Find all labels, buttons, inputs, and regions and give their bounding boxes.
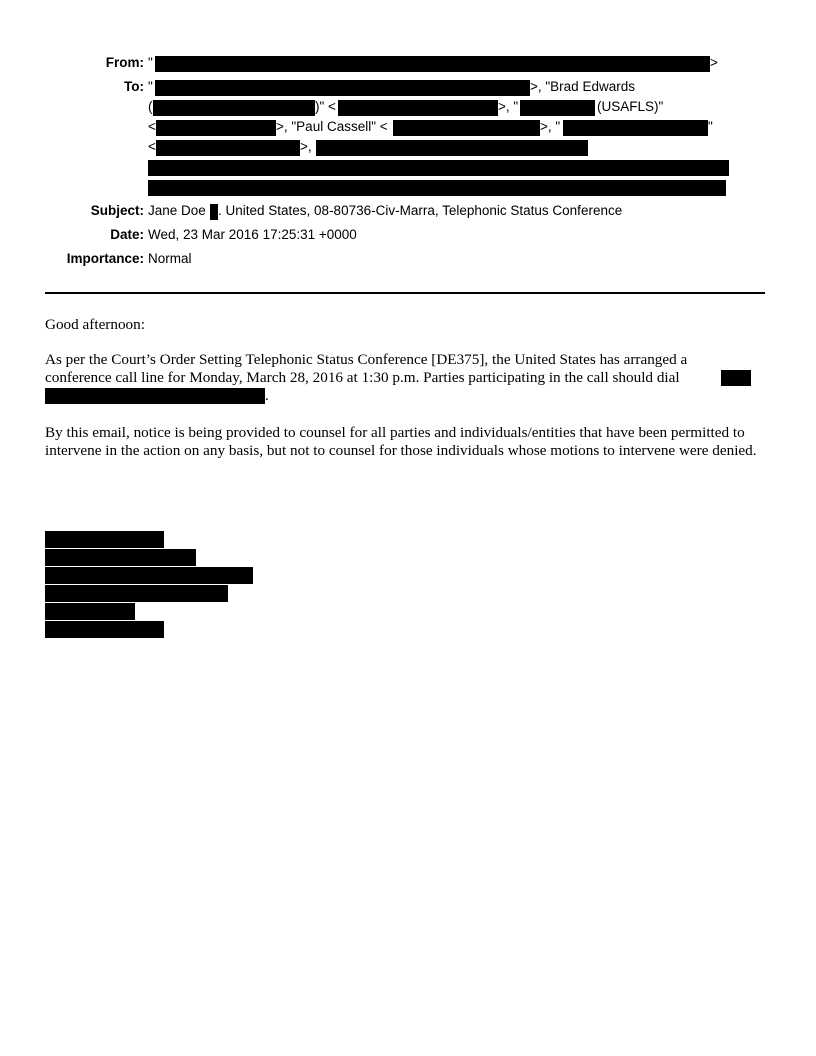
- subject-label: Subject:: [90, 203, 144, 218]
- redaction-to-6: [148, 180, 726, 196]
- to-line2-open: (: [148, 99, 153, 114]
- redaction-dial-b: [45, 388, 265, 404]
- to-label: To:: [124, 79, 144, 94]
- redaction-dial-a: [721, 370, 751, 386]
- redaction-to-2a: [153, 100, 315, 116]
- to-line4-a: >,: [300, 139, 312, 154]
- para1-line2: conference call line for Monday, March 28, 2016 at 1:30 p.m. Parties participating in the call should dial: [45, 369, 680, 386]
- para2: By this email, notice is being provided to counsel for all parties and individuals/entities that have been permitted to intervene in the action on any basis, but not to counsel for those individuals whose motions to intervene were denied.: [45, 424, 757, 459]
- header-separator: [45, 292, 765, 294]
- greeting: Good afternoon:: [45, 316, 145, 333]
- from-open-quote: ": [148, 55, 153, 70]
- redaction-subject: [210, 204, 218, 220]
- redaction-to-2c: [520, 100, 595, 116]
- redaction-to-5: [148, 160, 729, 176]
- date-label: Date:: [110, 227, 144, 242]
- to-line2-b: >, ": [498, 99, 519, 114]
- subject-text-a: Jane Doe: [148, 203, 206, 218]
- from-label: From:: [105, 55, 144, 70]
- importance-label: Importance:: [66, 251, 144, 266]
- to-line3-b: >, ": [540, 119, 561, 134]
- redaction-to-4b: [316, 140, 588, 156]
- redaction-to-3a: [156, 120, 276, 136]
- redaction-from: [155, 56, 710, 72]
- redaction-signature-5: [45, 603, 135, 620]
- redaction-signature-2: [45, 549, 196, 566]
- redaction-signature-4: [45, 585, 228, 602]
- redaction-signature-3: [45, 567, 253, 584]
- to-line2-a: )" <: [315, 99, 336, 114]
- importance-value: Normal: [148, 251, 192, 266]
- subject-text-b: . United States, 08-80736-Civ-Marra, Telephonic Status Conference: [218, 203, 623, 218]
- redaction-to-2b: [338, 100, 498, 116]
- redaction-signature-6: [45, 621, 164, 638]
- redaction-to-4a: [156, 140, 300, 156]
- para1-line1: As per the Court’s Order Setting Telephonic Status Conference [DE375], the United States has arranged a: [45, 351, 688, 368]
- redaction-signature-1: [45, 531, 164, 548]
- to-line3-c: ": [708, 119, 713, 134]
- redaction-to-1: [155, 80, 530, 96]
- redaction-to-3c: [563, 120, 708, 136]
- to-line4-open: <: [148, 139, 156, 154]
- date-value: Wed, 23 Mar 2016 17:25:31 +0000: [148, 227, 357, 242]
- para1-end: .: [265, 387, 269, 404]
- to-line3-open: <: [148, 119, 156, 134]
- from-close: >: [710, 55, 718, 70]
- to-line1-open: ": [148, 79, 153, 94]
- to-line3-a: >, "Paul Cassell" <: [276, 119, 388, 134]
- to-line2-c: (USAFLS)": [597, 99, 664, 114]
- to-line1-mid: >, "Brad Edwards: [530, 79, 635, 94]
- redaction-to-3b: [393, 120, 540, 136]
